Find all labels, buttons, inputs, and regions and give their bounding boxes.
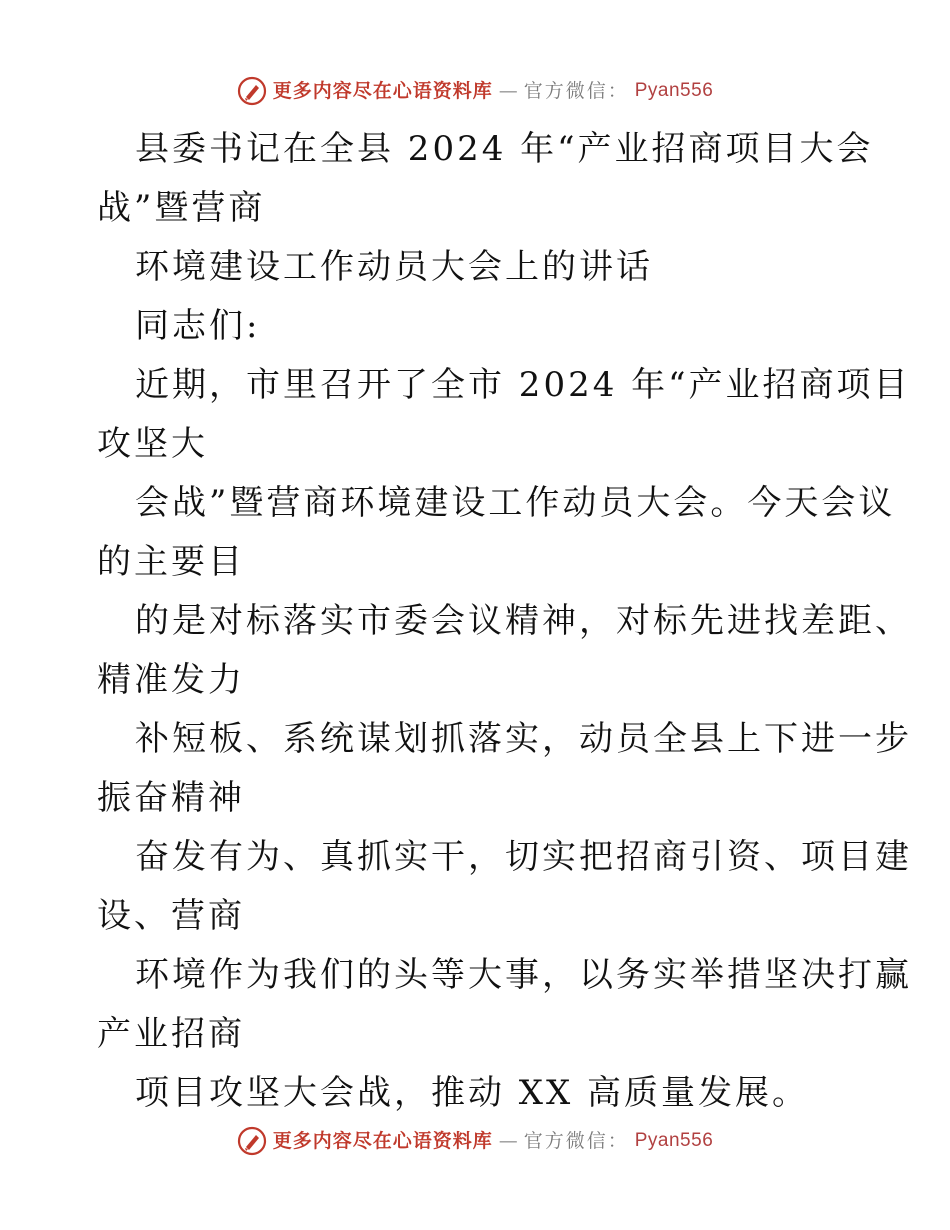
- document-line: 项目攻坚大会战，推动 XX 高质量发展。: [135, 1073, 810, 1113]
- watermark-dash: —: [498, 1130, 518, 1152]
- document-line: 的是对标落实市委会议精神，对标先进找差距、: [135, 601, 912, 641]
- document-line: 环境建设工作动员大会上的讲话: [135, 247, 653, 287]
- document-line: 环境作为我们的头等大事，以务实举措坚决打赢: [135, 955, 912, 995]
- watermark-dash: —: [498, 80, 518, 102]
- watermark-site-text: 更多内容尽在心语资料库: [272, 80, 493, 102]
- document-line: 同志们:: [135, 306, 261, 346]
- document-line: 近期，市里召开了全市 2024 年“产业招商项目: [135, 365, 911, 405]
- document-line: 的主要目: [97, 542, 245, 582]
- watermark-site-text: 更多内容尽在心语资料库: [272, 1130, 493, 1152]
- document-line: 县委书记在全县 2024 年“产业招商项目大会: [135, 129, 874, 169]
- document-line: 精准发力: [97, 660, 245, 700]
- document-line: 振奋精神: [97, 778, 245, 818]
- document-line: 设、营商: [97, 896, 245, 936]
- watermark-official-label: 官方微信：: [523, 80, 629, 102]
- watermark-wechat-id: Pyan556: [634, 80, 714, 101]
- document-body: [97, 120, 912, 1123]
- watermark-wechat-id: Pyan556: [634, 1130, 714, 1151]
- document-line: 攻坚大: [97, 424, 208, 464]
- pen-seal-logo-icon: [237, 76, 267, 106]
- watermark-official-label: 官方微信：: [523, 1130, 629, 1152]
- pen-seal-logo-icon: [237, 1126, 267, 1156]
- footer-watermark: [0, 1126, 950, 1156]
- document-line: 会战”暨营商环境建设工作动员大会。今天会议: [135, 483, 896, 523]
- document-line: 补短板、系统谋划抓落实，动员全县上下进一步: [135, 719, 912, 759]
- document-line: 奋发有为、真抓实干，切实把招商引资、项目建: [135, 837, 912, 877]
- document-line: 战”暨营商: [97, 188, 266, 228]
- header-watermark: [0, 76, 950, 106]
- document-line: 产业招商: [97, 1014, 245, 1054]
